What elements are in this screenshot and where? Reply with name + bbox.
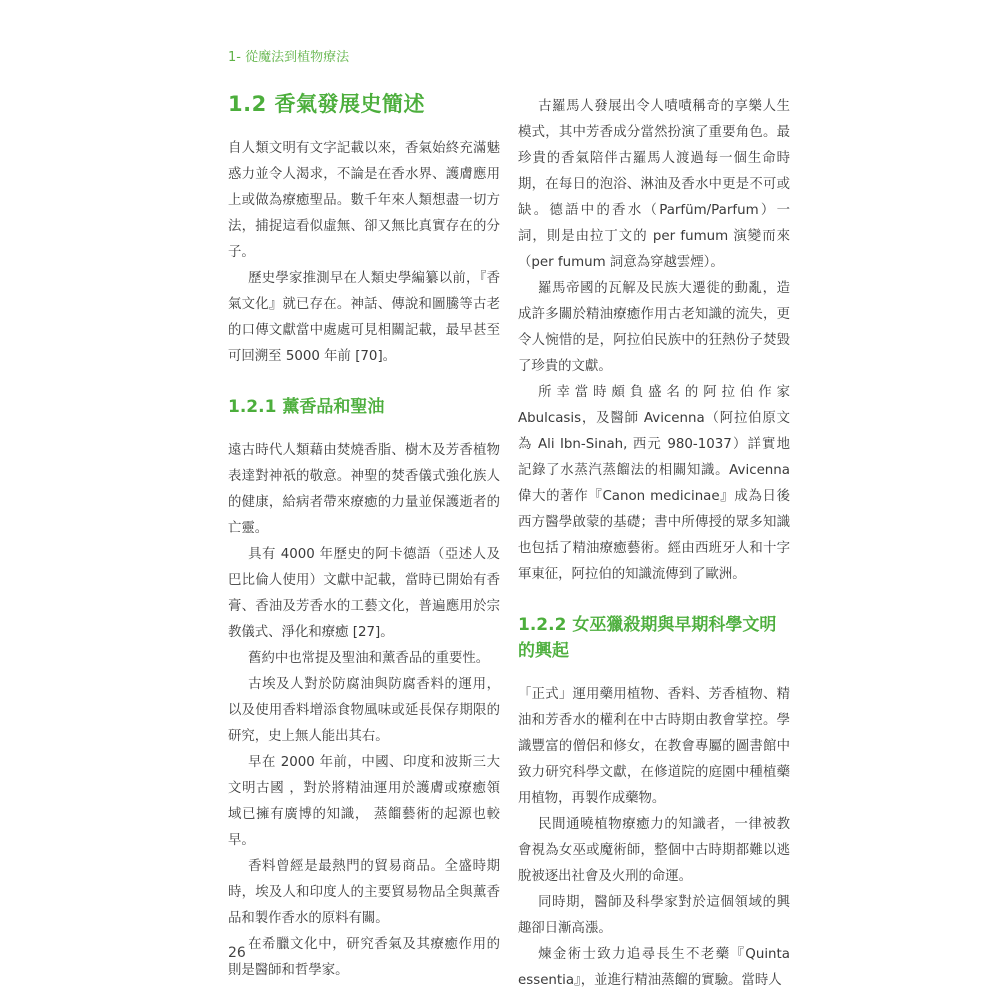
paragraph: 遠古時代人類藉由焚燒香脂、樹木及芳香植物表達對神祇的敬意。神聖的焚香儀式強化族人的健康，給病者帶來療癒的力量並保護逝者的亡靈。 bbox=[228, 443, 500, 536]
paragraph: 煉金術士致力追尋長生不老藥『Quinta essentia』，並進行精油蒸餾的實驗。當時人 bbox=[518, 947, 790, 988]
right-column bbox=[518, 94, 790, 994]
paragraph: 所幸當時頗負盛名的阿拉伯作家 Abulcasis，及醫師 Avicenna（阿拉伯原文為 Ali Ibn-Sinah, 西元 980-1037）詳實地記錄了水蒸汽蒸餾法的相關知識。Avicenna 偉大的著作『Canon medicinae』成為日後西方醫學啟蒙的基礎；書中所傳授的眾多知識也包括了精油療癒藝術。經由西班牙人和十字軍東征，阿拉伯的知識流傳到了歐洲。 bbox=[518, 385, 790, 582]
section-title: 1.2 香氣發展史簡述 bbox=[228, 92, 426, 116]
left-column bbox=[228, 90, 500, 984]
paragraph: 具有 4000 年歷史的阿卡德語（亞述人及巴比倫人使用）文獻中記載，當時已開始有香膏、香油及芳香水的工藝文化，普遍應用於宗教儀式、淨化和療癒 [27]。 bbox=[228, 547, 500, 640]
paragraph: 古埃及人對於防腐油與防腐香料的運用，以及使用香料增添食物風味或延長保存期限的研究，史上無人能出其右。 bbox=[228, 677, 500, 744]
paragraph: 民間通曉植物療癒力的知識者，一律被教會視為女巫或魔術師，整個中古時期都難以逃脫被逐出社會及火刑的命運。 bbox=[518, 817, 790, 884]
paragraph: 早在 2000 年前，中國、印度和波斯三大文明古國 ，對於將精油運用於護膚或療癒領域已擁有廣博的知識， 蒸餾藝術的起源也較早。 bbox=[228, 755, 500, 848]
paragraph: 在希臘文化中，研究香氣及其療癒作用的則是醫師和哲學家。 bbox=[228, 937, 500, 978]
paragraph: 舊約中也常提及聖油和薰香品的重要性。 bbox=[248, 651, 490, 666]
paragraph: 羅馬帝國的瓦解及民族大遷徙的動亂，造成許多關於精油療癒作用古老知識的流失，更令人惋惜的是，阿拉伯民族中的狂熱份子焚毀了珍貴的文獻。 bbox=[518, 281, 790, 374]
paragraph: 自人類文明有文字記載以來，香氣始終充滿魅惑力並令人渴求，不論是在香水界、護膚應用上或做為療癒聖品。數千年來人類想盡一切方法，捕捉這看似虛無、卻又無比真實存在的分子。 bbox=[228, 141, 500, 260]
paragraph: 香料曾經是最熱門的貿易商品。全盛時期時，埃及人和印度人的主要貿易物品全與薰香品和製作香水的原料有關。 bbox=[228, 859, 500, 926]
paragraph: 古羅馬人發展出令人嘖嘖稱奇的享樂人生模式，其中芳香成分當然扮演了重要角色。最珍貴的香氣陪伴古羅馬人渡過每一個生命時期，在每日的泡浴、淋油及香水中更是不可或缺。德語中的香水（Parfüm/Parfum）一詞，則是由拉丁文的 per fumum 演變而來（per fumum 詞意為穿越雲煙）。 bbox=[518, 99, 790, 270]
subsection-title: 1.2.1 薰香品和聖油 bbox=[228, 397, 385, 417]
paragraph: 歷史學家推測早在人類史學編纂以前，『香氣文化』就已存在。神話、傳說和圖騰等古老的口傳文獻當中處處可見相關記載，最早甚至可回溯至 5000 年前 [70]。 bbox=[228, 271, 500, 364]
paragraph: 同時期，醫師及科學家對於這個領域的興趣卻日漸高漲。 bbox=[518, 895, 790, 936]
page-number: 26 bbox=[228, 945, 246, 961]
paragraph: 「正式」運用藥用植物、香料、芳香植物、精油和芳香水的權利在中古時期由教會掌控。學識豐富的僧侶和修女，在教會專屬的圖書館中致力研究科學文獻，在修道院的庭園中種植藥用植物，再製作成藥物。 bbox=[518, 687, 790, 806]
running-head: 1- 從魔法到植物療法 bbox=[228, 50, 350, 65]
subsection-title: 1.2.2 女巫獵殺期與早期科學文明的興起 bbox=[518, 615, 777, 661]
